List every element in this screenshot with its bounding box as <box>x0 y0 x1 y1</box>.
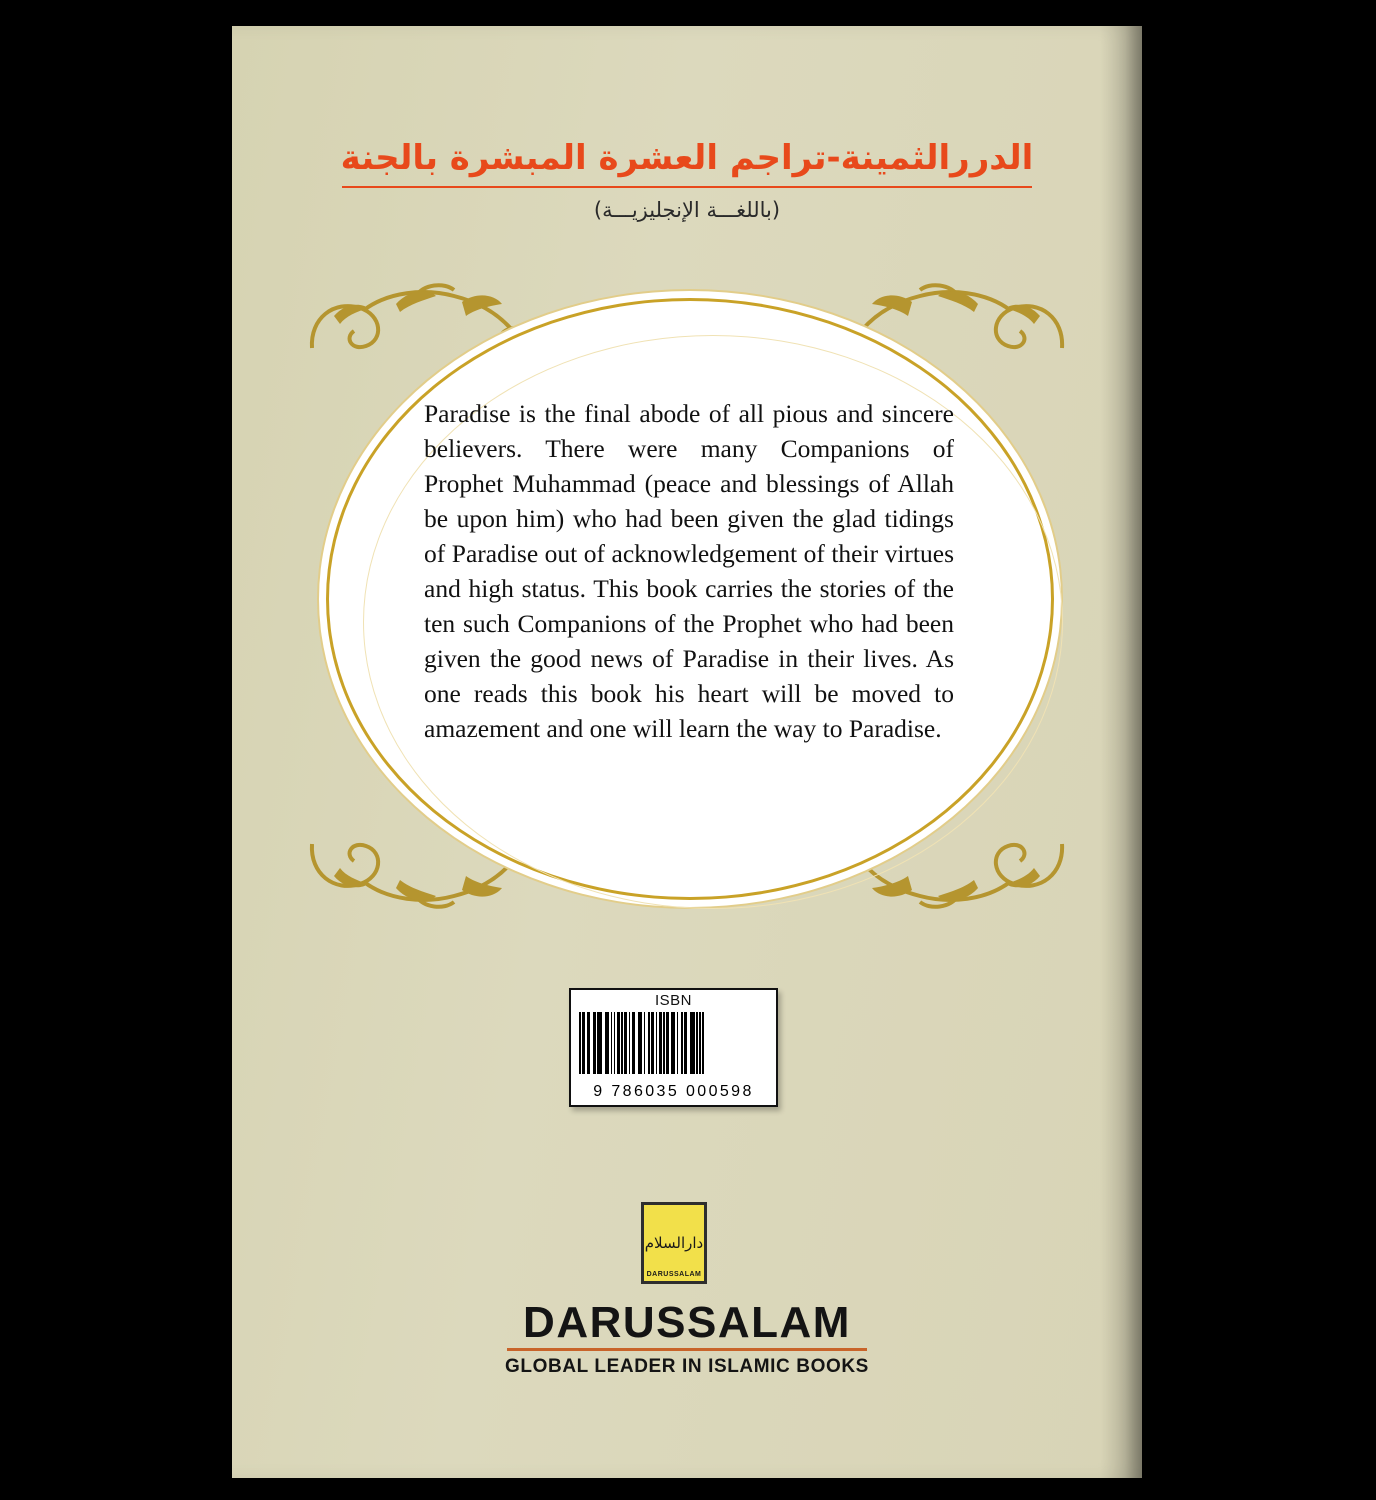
arabic-title-rule <box>342 186 1032 188</box>
logo-arabic-text: دارالسلام <box>644 1233 704 1252</box>
isbn-digits: 9 786035 000598 <box>593 1083 754 1100</box>
publisher-name: DARUSSALAM <box>523 1298 851 1347</box>
isbn-label: ISBN <box>654 992 692 1009</box>
book-back-cover <box>232 26 1142 1478</box>
publisher-tagline: GLOBAL LEADER IN ISLAMIC BOOKS <box>505 1356 869 1377</box>
barcode-bars <box>579 1012 768 1074</box>
spine-shadow <box>1100 26 1142 1478</box>
logo-caption: DARUSSALAM <box>646 1271 702 1278</box>
arabic-subtitle: (باللغـــة الإنجليزيـــة) <box>593 198 781 222</box>
darussalam-logo-icon <box>641 1202 707 1284</box>
arabic-title: الدررالثمينة-تراجم العشرة المبشرة بالجنة <box>340 138 1034 178</box>
back-cover-blurb: Paradise is the final abode of all pious and sincere believers. There were many Companions of Prophet Muhammad (peace and blessings of Allah be upon him) who had been given the glad tidings of Paradise out of acknowledgement of their virtues and high status. This book carries the stories of the ten such Companions of the Prophet who had been given the good news of Paradise in their lives. As one reads this book his heart will be moved to amazement and one will learn the way to Paradise. <box>424 399 954 743</box>
publisher-rule <box>507 1348 867 1351</box>
blurb-panel <box>304 276 1070 916</box>
isbn-barcode <box>569 988 778 1107</box>
